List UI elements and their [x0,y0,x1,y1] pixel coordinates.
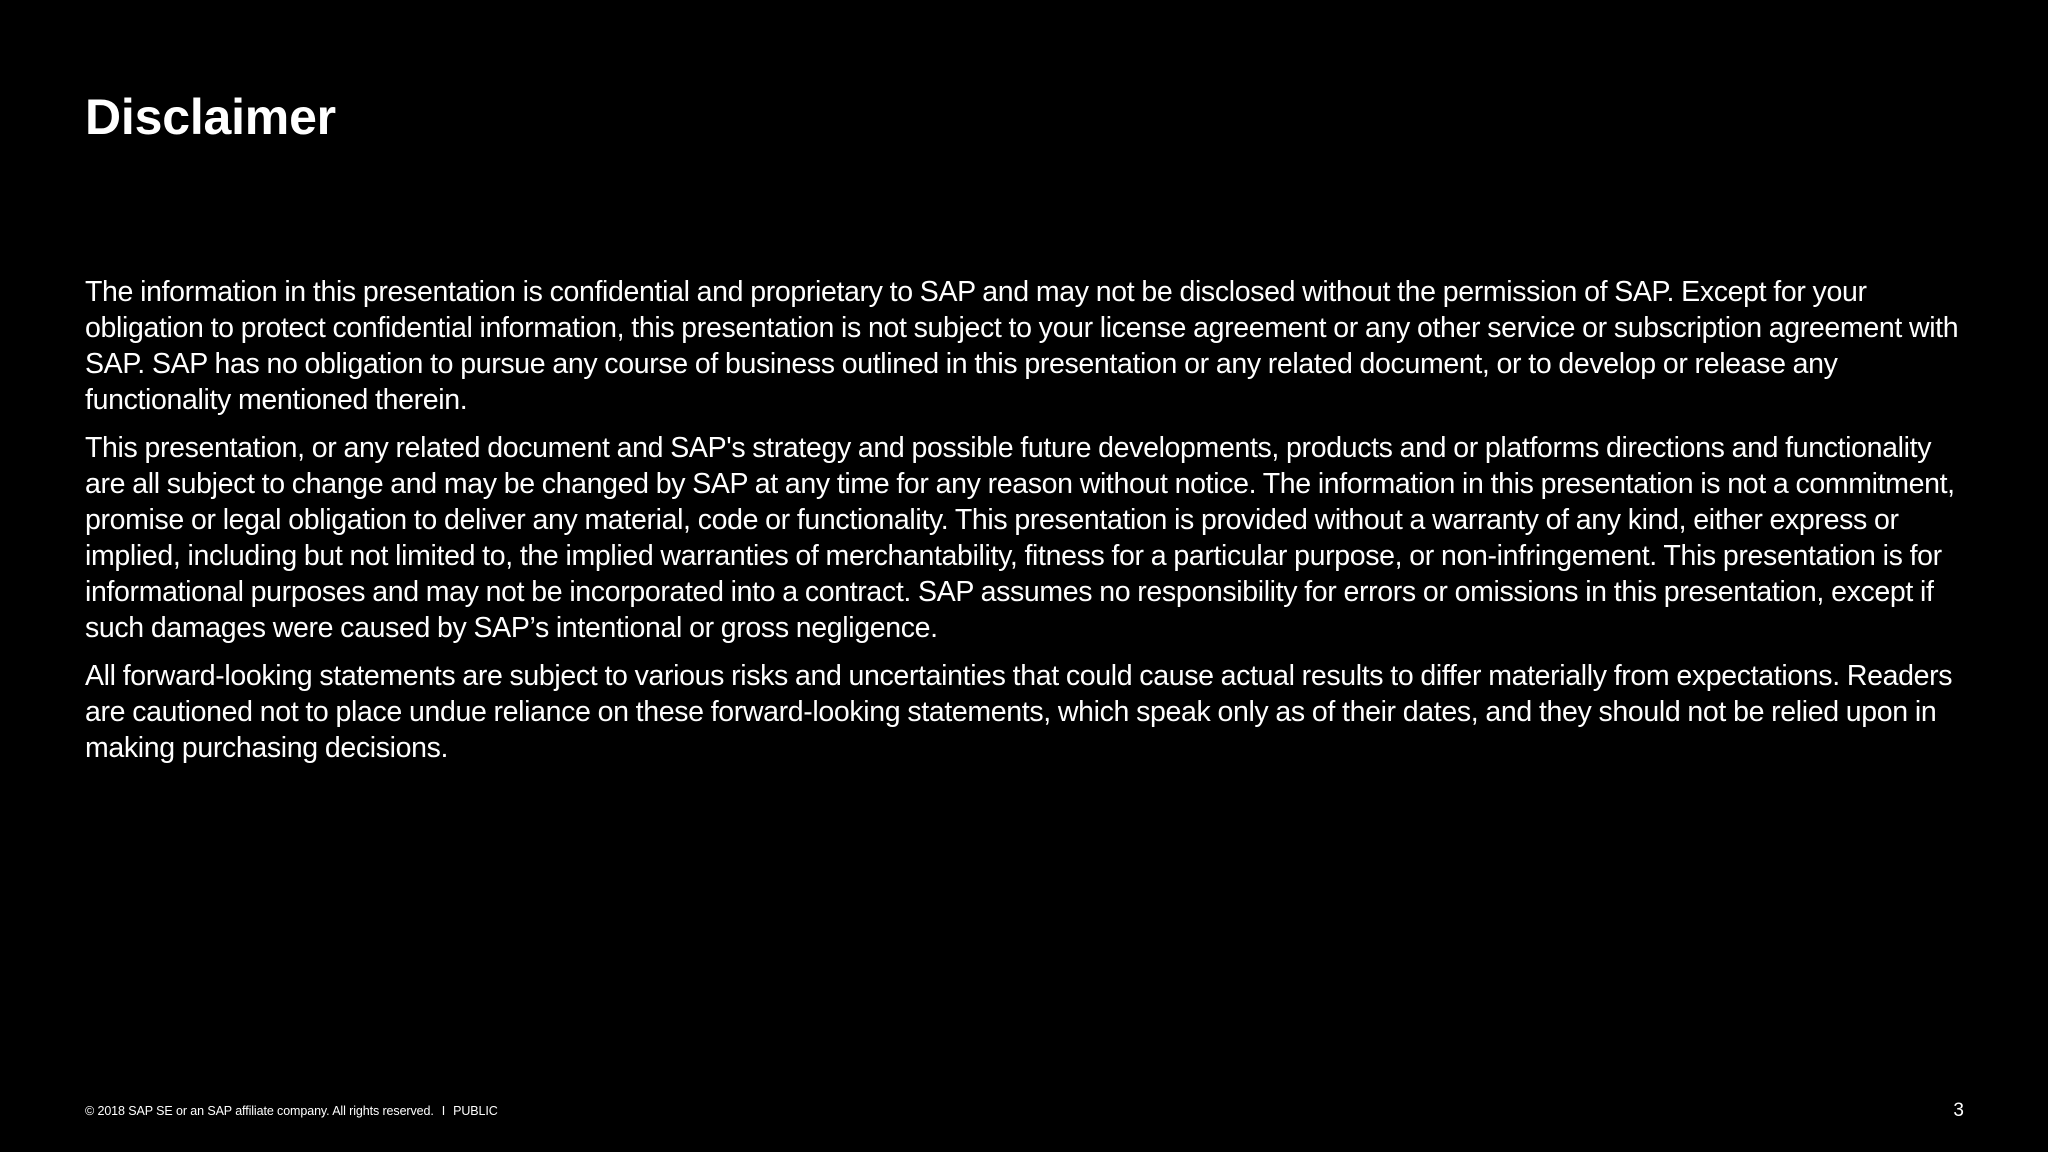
disclaimer-paragraph-confidentiality: The information in this presentation is confidential and proprietary to SAP and may not be disclosed without the permission of SAP. Except for your obligation to protect confidential information, this presentation is not subject to your license agreement or any other service or subscription agreement with SAP. SAP has no obligation to pursue any course of business outlined in this presentation or any related document, or to develop or release any functionality mentioned therein. [85,276,1959,416]
disclaimer-paragraph-forward-looking: All forward-looking statements are subject to various risks and uncertainties that could cause actual results to differ materially from expectations. Readers are cautioned not to place undue reliance on these forward-looking statements, which speak only as of their dates, and they should not be relied upon in making purchasing decisions. [85,660,1953,764]
footer-copyright: © 2018 SAP SE or an SAP affiliate company. All rights reserved. [85,1104,434,1118]
footer-classification: PUBLIC [453,1104,498,1118]
disclaimer-paragraph-subject-to-change: This presentation, or any related document and SAP's strategy and possible future developments, products and or platforms directions and functionality are all subject to change and may be changed by SAP at any time for any reason without notice. The information in this presentation is not a commitment, promise or legal obligation to deliver any material, code or functionality. This presentation is provided without a warranty of any kind, either express or implied, including but not limited to, the implied warranties of merchantability, fitness for a particular purpose, or non-infringement. This presentation is for informational purposes and may not be incorporated into a contract. SAP assumes no responsibility for errors or omissions in this presentation, except if such damages were caused by SAP’s intentional or gross negligence. [85,432,1955,644]
disclaimer-body [85,274,1975,778]
page-number: 3 [1953,1100,1964,1121]
footer-separator: I [441,1104,446,1118]
footer [85,1103,498,1119]
slide-title: Disclaimer [85,89,336,145]
